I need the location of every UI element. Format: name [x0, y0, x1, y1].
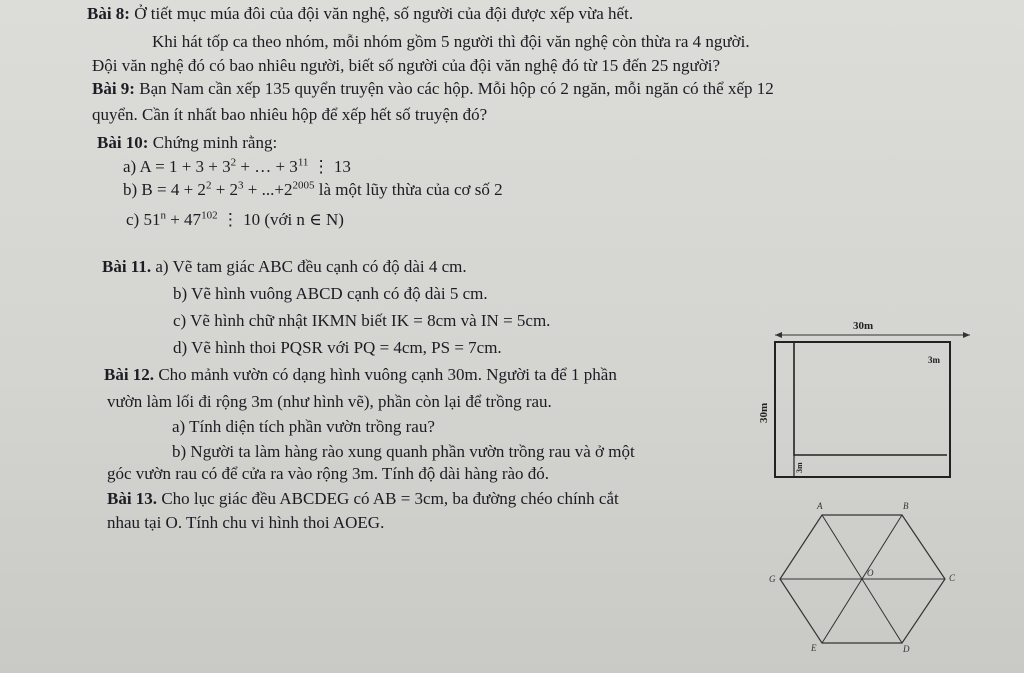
- bai11-c: c) Vẽ hình chữ nhật IKMN biết IK = 8cm và IN = 5cm.: [173, 311, 551, 330]
- bai11-d: d) Vẽ hình thoi PQSR với PQ = 4cm, PS = 7cm.: [173, 338, 502, 357]
- bai12-line2: vườn làm lối đi rộng 3m (như hình vẽ), phần còn lại để trồng rau.: [107, 392, 552, 411]
- vegetable-plot-border: [794, 342, 947, 455]
- bai9-line1: Bài 9: Bạn Nam cần xếp 135 quyển truyện vào các hộp. Mỗi hộp có 2 ngăn, mỗi ngăn có thể xếp 12: [92, 79, 774, 98]
- bai11-a: Bài 11. a) Vẽ tam giác ABC đều cạnh có độ dài 4 cm.: [102, 257, 467, 276]
- bai8-line1: Bài 8: Ở tiết mục múa đôi của đội văn nghệ, số người của đội được xếp vừa hết.: [87, 4, 634, 23]
- corner-label: 3m: [795, 462, 804, 473]
- bai12-line1: Bài 12. Cho mảnh vườn có dạng hình vuông cạnh 30m. Người ta để 1 phần: [104, 365, 617, 384]
- bai12-label: Bài 12.: [104, 365, 155, 384]
- bai11-b: b) Vẽ hình vuông ABCD cạnh có độ dài 5 cm.: [173, 284, 488, 303]
- bai13-line2: nhau tại O. Tính chu vi hình thoi AOEG.: [107, 513, 385, 532]
- bai8-label: Bài 8:: [87, 4, 130, 23]
- left-dimension-label: 30m: [758, 402, 770, 423]
- bai12-b1: b) Người ta làm hàng rào xung quanh phần vườn trồng rau và ở một: [172, 442, 635, 461]
- bai12-a: a) Tính diện tích phần vườn trồng rau?: [172, 417, 435, 436]
- inner-width-label: 3m: [928, 355, 940, 365]
- bai10-a: a) $A = 1 + 3 + 3^2$ + … + $3^{11}$ ⋮ 13: [123, 156, 351, 176]
- bai8-line3: Đội văn nghệ đó có bao nhiêu người, biết số người của đội văn nghệ đó từ 15 đến 25 người?: [92, 56, 721, 75]
- bai13-line1: Bài 13. Cho lục giác đều ABCDEG có AB = 3cm, ba đường chéo chính cắt: [107, 489, 619, 508]
- top-dimension-arrow-right: [963, 332, 970, 338]
- vertex-D: D: [903, 644, 910, 654]
- garden-outer-square: [775, 342, 950, 477]
- vertex-B: B: [903, 501, 909, 511]
- garden-figure: [755, 315, 985, 485]
- bai10-label: Bài 10:: [97, 133, 149, 152]
- bai10-b: b) $B = 4 + 2^2 + 2^3 + ...+2^{2005}$ là một lũy thừa của cơ số 2: [123, 179, 503, 199]
- bai12-b2: góc vườn rau có để cửa ra vào rộng 3m. Tính độ dài hàng rào đó.: [107, 464, 550, 483]
- bai9-label: Bài 9:: [92, 79, 135, 98]
- vertex-A: A: [817, 501, 823, 511]
- vertex-E: E: [811, 643, 817, 653]
- bai8-line2: Khi hát tốp ca theo nhóm, mỗi nhóm gồm 5 người thì đội văn nghệ còn thừa ra 4 người.: [152, 32, 750, 51]
- hexagon-figure: [765, 498, 965, 658]
- bai10-c: c) $51^n + 47^{102}$ ⋮ 10 (với n ∈ N): [126, 209, 344, 229]
- top-dimension-arrow-left: [775, 332, 782, 338]
- bai9-line2: quyển. Cần ít nhất bao nhiêu hộp để xếp hết số truyện đó?: [92, 105, 488, 124]
- bai10-intro: Bài 10: Chứng minh rằng:: [97, 133, 278, 152]
- bai11-label: Bài 11.: [102, 257, 152, 276]
- top-dimension-label: 30m: [853, 320, 874, 332]
- center-O: O: [867, 568, 874, 578]
- bai13-label: Bài 13.: [107, 489, 158, 508]
- vertex-G: G: [769, 574, 776, 584]
- vertex-C: C: [949, 573, 956, 583]
